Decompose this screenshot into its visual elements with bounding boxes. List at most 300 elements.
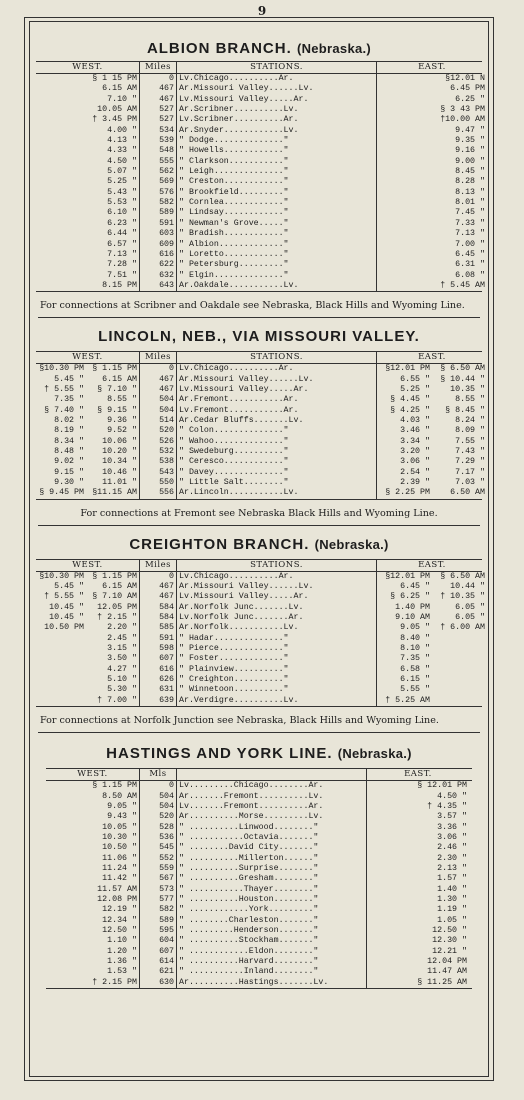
west-time-cell: 7.13 " [36, 250, 140, 260]
lincoln-section [30, 318, 488, 525]
station-cell: Ar.Verdigre..........Lv. [177, 696, 377, 706]
east-time-cell: §12.01 PM [385, 571, 430, 581]
table-row [36, 218, 485, 229]
table-row [36, 592, 485, 602]
station-cell: Ar.Missouri Valley......Lv. [177, 582, 377, 592]
table-row [36, 167, 485, 177]
table-row [36, 675, 482, 685]
miles-cell: 0 [140, 364, 177, 374]
table-row [36, 115, 485, 125]
east-time-cell: 5.55 " [400, 685, 430, 695]
lincoln-title: LINCOLN, NEB., VIA MISSOURI VALLEY. [98, 328, 420, 346]
miles-cell: 504 [140, 802, 177, 812]
creighton-subtitle: (Nebraska.) [314, 536, 389, 552]
west-time-cell: 3.15 " [86, 644, 140, 654]
miles-cell: 569 [140, 177, 177, 187]
east-time-cell: 9.05 " [400, 623, 430, 633]
miles-cell: 639 [140, 696, 177, 706]
east-time-cell: 8.40 " [400, 633, 430, 643]
west-time-cell [36, 654, 86, 664]
miles-cell: 589 [140, 208, 177, 218]
station-cell: " ............Eldon........" [177, 947, 367, 957]
east-time-cell: §12.01 PM [385, 364, 430, 374]
table-row [46, 843, 472, 853]
station-cell: " Loretto............" [177, 250, 377, 260]
station-cell: " Bradish............" [177, 229, 377, 239]
station-cell: " Wahoo.............." [177, 437, 377, 447]
station-cell: " Albion............." [177, 240, 377, 250]
west-time-cell: §10.30 PM [39, 571, 84, 581]
miles-cell: 643 [140, 281, 177, 291]
table-row [46, 874, 472, 884]
station-cell: " ..........Stockham......." [177, 936, 367, 946]
west-time-cell: 6.57 " [36, 240, 140, 250]
station-cell: " ...........Inland........" [177, 967, 367, 977]
miles-cell: 609 [140, 240, 177, 250]
west-time-cell: † 3.45 PM [36, 115, 140, 125]
west-time-cell: § 9.45 PM [39, 488, 84, 498]
east-time-cell: § 4.25 " [390, 405, 430, 415]
table-row [36, 446, 485, 457]
miles-cell: 467 [140, 592, 177, 602]
table-row [36, 665, 482, 675]
miles-cell: 539 [140, 136, 177, 146]
west-time-cell: 7.51 " [36, 271, 140, 281]
east-time-cell: † 10.35 " [440, 592, 485, 602]
station-cell: Ar.Missouri Valley......Lv. [177, 375, 377, 385]
station-cell: Lv.Chicago..........Ar. [177, 74, 377, 84]
creighton-section [30, 526, 488, 733]
station-cell: " Swedeburg.........." [177, 447, 377, 457]
east-time-cell: 6.50 AM [450, 488, 485, 498]
creighton-note: For connections at Norfolk Junction see Nebraska, Black Hills and Wyoming Line. [40, 715, 439, 727]
albion-table [36, 61, 485, 292]
east-header: EAST. [418, 62, 446, 72]
miles-cell: 559 [140, 864, 177, 874]
west-time-cell: § 1.15 PM [86, 364, 140, 374]
west-time-cell: 4.13 " [36, 136, 140, 146]
table-row [36, 239, 485, 250]
miles-cell: 526 [140, 437, 177, 447]
east-time-cell: 12.21 " [432, 946, 467, 956]
table-row [46, 905, 472, 915]
miles-cell: 467 [140, 385, 177, 395]
station-cell: " ..........Linwood........" [177, 823, 367, 833]
west-time-cell: 5.53 " [36, 198, 140, 208]
table-row [36, 249, 485, 260]
east-time-cell: 9.47 " [455, 125, 485, 135]
east-time-cell: 2.39 " [400, 478, 430, 487]
miles-cell: 538 [140, 457, 177, 467]
creighton-rows [36, 571, 485, 706]
station-cell: Lv.Missouri Valley.....Ar. [177, 95, 377, 105]
table-row [46, 926, 472, 936]
miles-cell: 573 [140, 885, 177, 895]
west-time-cell: 6.15 AM [86, 375, 140, 385]
miles-cell: 630 [140, 978, 177, 988]
west-time-cell: 8.19 " [54, 426, 84, 436]
west-time-cell: 5.25 " [36, 177, 140, 187]
miles-cell: 504 [140, 792, 177, 802]
albion-header-row [36, 62, 482, 74]
west-time-cell: 11.57 AM [46, 885, 140, 895]
east-time-cell: 6.45 " [400, 582, 430, 592]
miles-header: Miles [140, 352, 177, 363]
west-time-cell: 4.33 " [36, 146, 140, 156]
east-time-cell: 9.35 " [455, 136, 485, 146]
miles-cell: 556 [140, 488, 177, 498]
miles-cell: 567 [140, 874, 177, 884]
table-row [46, 957, 472, 967]
station-cell: " Plainview.........." [177, 665, 377, 675]
table-row [36, 156, 485, 167]
miles-cell: 621 [140, 967, 177, 977]
miles-cell: 595 [140, 926, 177, 936]
table-row [36, 613, 485, 623]
west-time-cell: 1.10 " [46, 936, 140, 946]
table-row [36, 634, 482, 644]
east-time-cell: 9.16 " [455, 146, 485, 156]
table-row [46, 936, 472, 946]
miles-cell: 467 [140, 84, 177, 94]
west-time-cell: 5.45 " [54, 374, 84, 384]
creighton-title [34, 536, 484, 553]
table-row [46, 833, 472, 843]
west-time-cell: 6.44 " [36, 229, 140, 239]
table-row [46, 802, 472, 812]
miles-cell: 545 [140, 843, 177, 853]
west-time-cell: 7.35 " [54, 395, 84, 405]
east-time-cell: 6.05 " [455, 602, 485, 612]
station-cell: " Pierce............." [177, 644, 377, 654]
east-time-cell: § 6.50 AM [440, 571, 485, 581]
station-cell: Lv.Missouri Valley.....Ar. [177, 592, 377, 602]
east-time-cell [432, 696, 487, 706]
east-time-cell [432, 665, 487, 675]
east-time-cell: 7.00 " [455, 239, 485, 249]
station-cell: " ..........Surprise......." [177, 864, 367, 874]
station-cell: Lv.......Fremont..........Ar. [177, 802, 367, 812]
miles-cell: 543 [140, 468, 177, 478]
east-time-cell: 8.24 " [455, 415, 485, 425]
table-row [46, 978, 472, 988]
station-cell: " Howells............" [177, 146, 377, 156]
west-time-cell: 11.06 " [46, 854, 140, 864]
lincoln-table [36, 351, 485, 499]
east-time-cell: 3.20 " [400, 446, 430, 456]
west-time-cell: 6.23 " [36, 219, 140, 229]
east-time-cell: 6.08 " [455, 270, 485, 280]
east-header: EAST. [404, 769, 432, 780]
station-cell: " Dodge.............." [177, 136, 377, 146]
station-cell: Ar.Fremont...........Ar. [177, 395, 377, 405]
east-time-cell: 10.44 " [450, 582, 485, 592]
table-row [36, 177, 485, 187]
miles-cell: 582 [140, 198, 177, 208]
east-time-cell: § 12.01 PM [417, 781, 467, 791]
station-cell: " Davey.............." [177, 468, 377, 478]
table-row [36, 654, 482, 664]
timetable-frame [24, 17, 494, 1081]
east-time-cell: †10.00 AM [440, 115, 485, 125]
west-time-cell: 10.30 " [46, 833, 140, 843]
hastings-table [46, 768, 472, 989]
east-time-cell: §12.01 N [445, 74, 485, 83]
east-time-cell: 7.35 " [400, 654, 430, 664]
table-row [36, 146, 485, 156]
table-row [36, 198, 485, 208]
west-time-cell: § 7.10 AM [86, 592, 140, 602]
miles-cell: 616 [140, 665, 177, 675]
west-time-cell: † 7.00 " [86, 696, 140, 706]
west-time-cell: 12.19 " [46, 905, 140, 915]
creighton-header-row [36, 560, 482, 572]
page-number: 9 [257, 4, 267, 18]
west-time-cell: 10.34 " [86, 457, 140, 467]
station-cell: " ..........Harvard........" [177, 957, 367, 967]
west-time-cell: 8.48 " [54, 446, 84, 456]
west-time-cell: 9.43 " [46, 812, 140, 822]
miles-cell: 528 [140, 823, 177, 833]
east-time-cell: 7.33 " [455, 218, 485, 228]
west-header: WEST. [36, 560, 140, 571]
station-cell: Ar.......Fremont..........Lv. [177, 792, 367, 802]
west-time-cell: † 5.55 " [44, 592, 84, 602]
east-time-cell: 7.45 " [455, 208, 485, 218]
east-time-cell: 6.55 " [400, 374, 430, 384]
station-cell: Lv.Chicago..........Ar. [177, 572, 377, 582]
table-row [46, 854, 472, 864]
west-time-cell [36, 696, 86, 706]
west-time-cell: 4.50 " [36, 157, 140, 167]
station-cell: " ..........Houston........" [177, 895, 367, 905]
table-row [36, 105, 485, 115]
miles-cell: 0 [140, 74, 177, 84]
table-row [36, 229, 485, 239]
west-time-cell: 6.10 " [36, 208, 140, 218]
miles-cell: 467 [140, 95, 177, 105]
albion-subtitle: (Nebraska.) [296, 41, 372, 56]
east-time-cell: 9.00 " [455, 156, 485, 166]
station-cell: " Colon.............." [177, 426, 377, 436]
east-time-cell: 6.45 " [455, 249, 485, 259]
west-header: WEST. [36, 62, 140, 73]
miles-cell: 536 [140, 833, 177, 843]
east-time-cell: † 6.00 AM [440, 623, 485, 633]
east-time-cell: 2.30 " [437, 853, 467, 863]
west-time-cell: 5.45 " [54, 582, 84, 592]
miles-cell: 603 [140, 229, 177, 239]
west-time-cell: § 1.15 PM [46, 781, 140, 791]
west-time-cell: 12.34 " [46, 916, 140, 926]
east-header: EAST. [418, 559, 446, 570]
miles-cell: 527 [140, 105, 177, 115]
lincoln-rows [36, 364, 485, 498]
miles-cell: 631 [140, 685, 177, 695]
west-time-cell: 10.46 " [86, 468, 140, 478]
east-time-cell: 7.55 " [455, 436, 485, 446]
miles-cell: 589 [140, 916, 177, 926]
timetable-inner [29, 21, 489, 1077]
station-cell: " ............York........." [177, 905, 367, 915]
station-cell: " Creston............" [177, 177, 377, 187]
miles-cell: 562 [140, 167, 177, 177]
station-cell: " ...........Thayer........" [177, 885, 367, 895]
station-cell: " Little Salt........" [177, 478, 377, 488]
west-time-cell: §10.30 PM [39, 364, 84, 374]
hastings-title-text: HASTINGS AND YORK LINE. [106, 745, 333, 763]
east-time-cell: 3.06 " [400, 457, 430, 467]
station-cell: Ar.Scribner..........Lv. [177, 105, 377, 115]
east-time-cell: 8.10 " [400, 644, 430, 654]
east-time-cell: 6.45 PM [450, 84, 485, 94]
table-row [36, 260, 485, 270]
station-cell: " Ceresco............" [177, 457, 377, 467]
east-time-cell: 9.10 AM [395, 613, 430, 623]
station-cell: Ar.Lincoln...........Lv. [177, 488, 377, 498]
west-time-cell: 2.45 " [86, 634, 140, 644]
station-cell: Ar..........Hastings.......Lv. [177, 978, 367, 988]
station-cell: Ar..........Morse.........Lv. [177, 812, 367, 822]
east-time-cell: 6.25 " [455, 94, 485, 104]
miles-cell: 532 [140, 447, 177, 457]
lincoln-header-row [36, 352, 482, 364]
west-time-cell: §11.15 AM [86, 488, 140, 498]
table-row [36, 582, 485, 592]
table-row [46, 792, 472, 802]
west-time-cell: † 5.55 " [44, 384, 84, 394]
east-time-cell: 6.05 " [455, 613, 485, 623]
west-time-cell: 9.30 " [54, 478, 84, 487]
miles-cell: 607 [140, 947, 177, 957]
miles-cell: 548 [140, 146, 177, 156]
west-time-cell: 4.00 " [36, 126, 140, 136]
station-cell: " Newman's Grove....." [177, 219, 377, 229]
east-time-cell: 1.30 " [437, 894, 467, 904]
east-time-cell: 1.40 PM [395, 602, 430, 612]
west-time-cell: 8.02 " [54, 415, 84, 425]
west-time-cell: § 7.10 " [86, 385, 140, 395]
west-time-cell: 5.10 " [86, 675, 140, 685]
east-time-cell: 8.01 " [455, 198, 485, 208]
miles-cell: 577 [140, 895, 177, 905]
west-header: WEST. [36, 352, 140, 363]
miles-cell: 552 [140, 854, 177, 864]
east-time-cell: § 10.44 " [440, 374, 485, 384]
miles-cell: 576 [140, 188, 177, 198]
table-row [46, 895, 472, 905]
table-row [36, 395, 485, 405]
table-row [46, 781, 472, 791]
west-time-cell: § 7.40 " [44, 405, 84, 415]
west-time-cell: § 1 15 PM [36, 74, 140, 84]
station-cell: " ........David City......." [177, 843, 367, 853]
station-cell: " Brookfield........." [177, 188, 377, 198]
east-time-cell: § 8.45 " [445, 405, 485, 415]
station-cell: " .........Henderson......." [177, 926, 367, 936]
station-cell: Ar.Snyder............Lv. [177, 126, 377, 136]
miles-cell: 632 [140, 271, 177, 281]
table-row [46, 823, 472, 833]
east-time-cell: 8.45 " [455, 167, 485, 177]
east-time-cell: 1.40 " [437, 884, 467, 894]
miles-cell: 616 [140, 250, 177, 260]
west-time-cell: 12.05 PM [86, 603, 140, 613]
east-time-cell [432, 654, 487, 664]
east-time-cell [432, 644, 487, 654]
west-time-cell: 5.30 " [86, 685, 140, 695]
table-row [36, 623, 485, 633]
table-row [36, 685, 482, 695]
east-time-cell: § 4.45 " [390, 395, 430, 405]
table-row [36, 280, 485, 291]
table-row [36, 644, 482, 654]
station-cell: " Elgin.............." [177, 271, 377, 281]
miles-cell: 591 [140, 634, 177, 644]
east-time-cell: 3.36 " [437, 822, 467, 832]
west-time-cell: 7.10 " [36, 95, 140, 105]
east-time-cell: 8.09 " [455, 426, 485, 436]
station-cell: Ar.Cedar Bluffs.......Lv. [177, 416, 377, 426]
east-time-cell: † 5.25 AM [385, 695, 430, 705]
east-time-cell: † 4.35 " [427, 801, 467, 811]
west-time-cell: 10.05 AM [36, 105, 140, 115]
station-cell: " ...........Octavia......." [177, 833, 367, 843]
west-time-cell: 9.52 " [86, 426, 140, 436]
table-row [36, 374, 485, 385]
table-row [46, 864, 472, 874]
west-time-cell: 8.34 " [54, 436, 84, 446]
miles-cell: 585 [140, 623, 177, 633]
east-time-cell: 3.06 " [437, 832, 467, 842]
miles-cell: 0 [140, 572, 177, 582]
miles-cell: 527 [140, 115, 177, 125]
miles-cell: 614 [140, 957, 177, 967]
station-cell: Ar.Oakdale...........Lv. [177, 281, 377, 291]
west-time-cell: § 9.15 " [86, 406, 140, 416]
east-time-cell: § 3 43 PM [440, 105, 485, 115]
miles-cell: 514 [140, 416, 177, 426]
east-time-cell: 7.03 " [455, 478, 485, 487]
table-row [36, 136, 485, 146]
east-time-cell: 1.19 " [437, 905, 467, 915]
west-time-cell: 9.02 " [54, 457, 84, 467]
east-time-cell: 1.57 " [437, 874, 467, 884]
miles-cell: 626 [140, 675, 177, 685]
station-cell: " Petersburg........." [177, 260, 377, 270]
west-time-cell: 8.50 AM [46, 792, 140, 802]
station-cell: " ..........Gresham........" [177, 874, 367, 884]
west-time-cell: 10.50 " [46, 843, 140, 853]
miles-cell: 555 [140, 157, 177, 167]
east-time-cell: 3.46 " [400, 426, 430, 436]
west-time-cell [36, 644, 86, 654]
table-row [46, 812, 472, 822]
west-time-cell: 11.24 " [46, 864, 140, 874]
miles-cell: 607 [140, 654, 177, 664]
miles-cell: 584 [140, 613, 177, 623]
west-time-cell: 4.27 " [86, 665, 140, 675]
table-row [36, 457, 485, 467]
station-cell: Ar.Missouri Valley......Lv. [177, 84, 377, 94]
albion-title [34, 40, 484, 57]
west-time-cell: 9.15 " [54, 467, 84, 477]
miles-cell: 591 [140, 219, 177, 229]
west-time-cell: 3.50 " [86, 654, 140, 664]
miles-cell: 582 [140, 905, 177, 915]
west-time-cell: 1.36 " [46, 957, 140, 967]
east-time-cell: 3.34 " [400, 436, 430, 446]
